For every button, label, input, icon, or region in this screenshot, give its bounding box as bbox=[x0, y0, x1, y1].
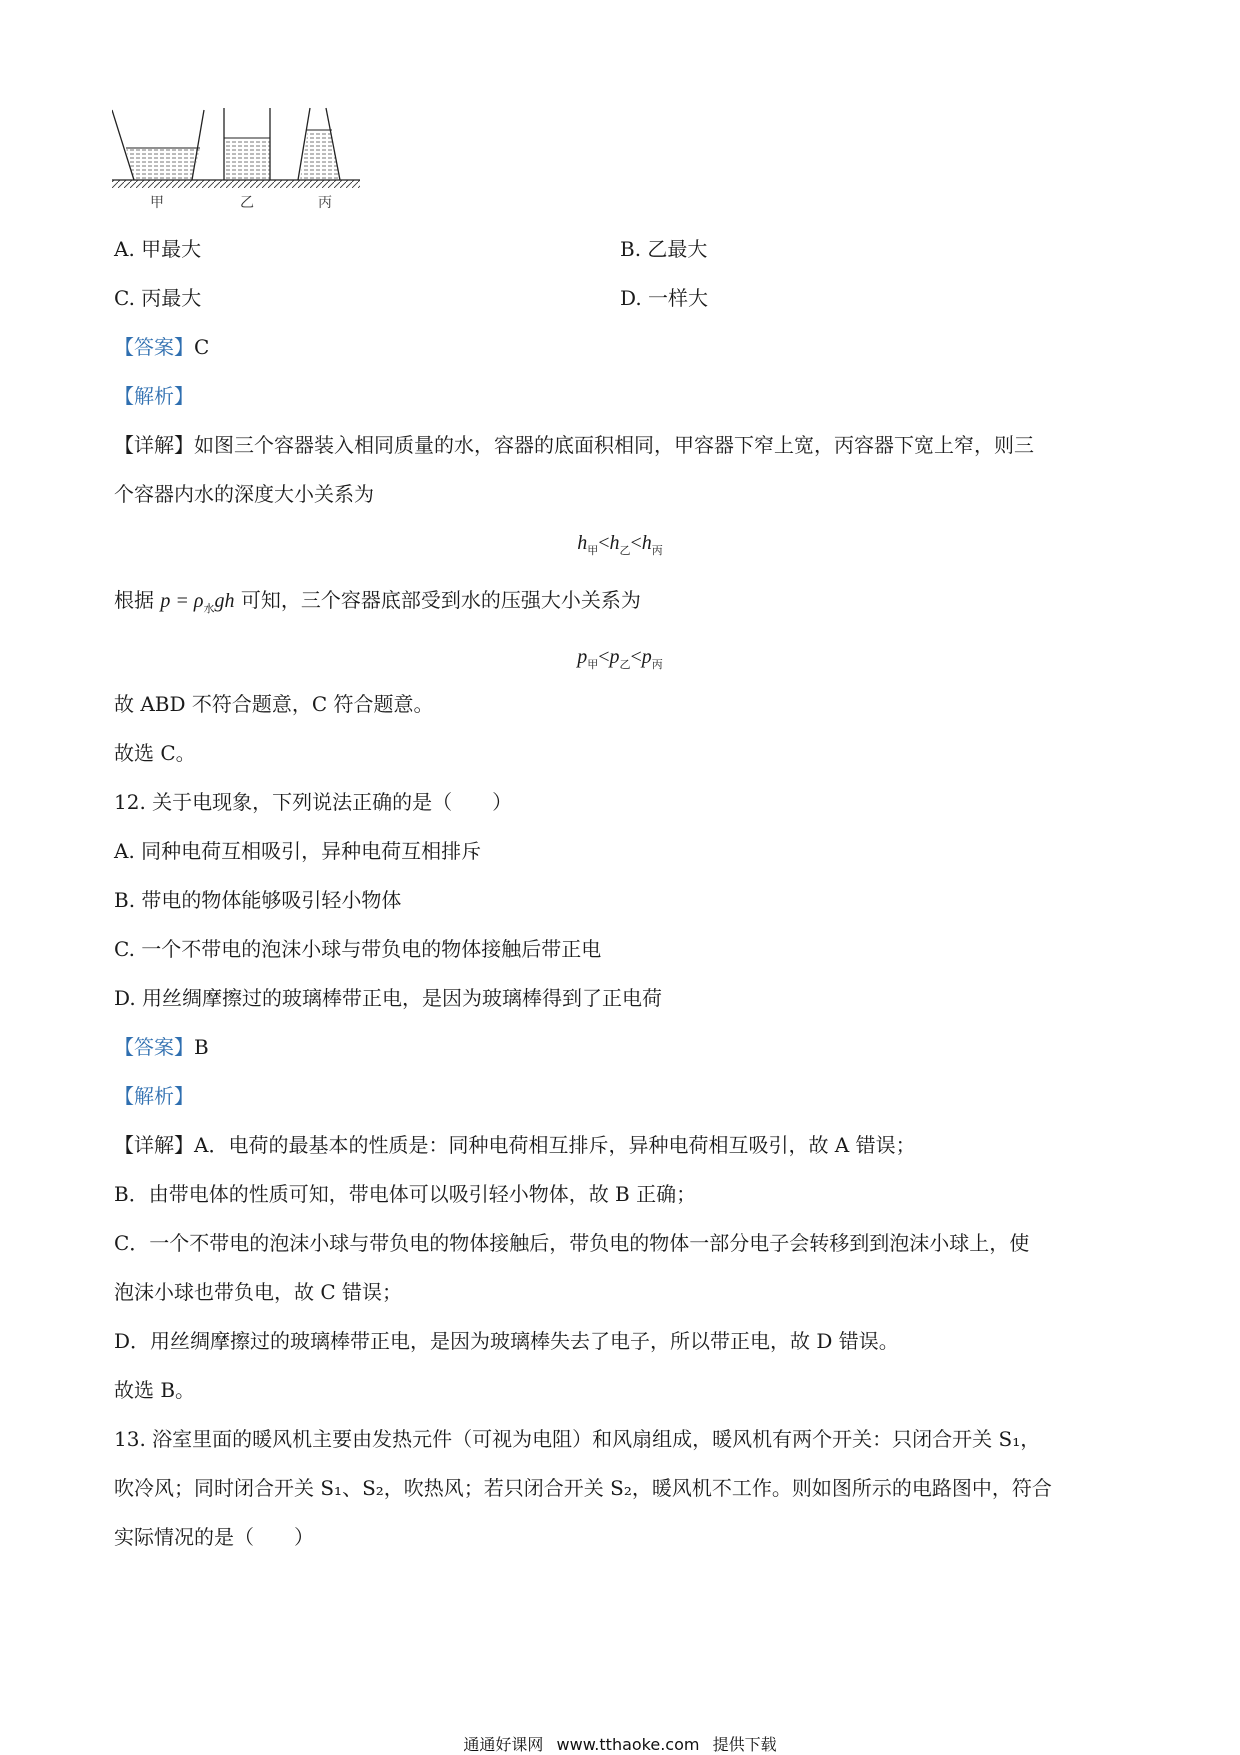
analysis-tag: 【解析】 bbox=[114, 1084, 194, 1108]
formula-p: $p_甲<p_乙<p_丙$ bbox=[577, 646, 663, 671]
footer-url[interactable]: www.tthaoke.com bbox=[556, 1735, 700, 1754]
q11-analysis bbox=[114, 382, 194, 410]
q12-option-b: B. 带电的物体能够吸引轻小物体 bbox=[114, 888, 402, 912]
label-bing: 丙 bbox=[318, 195, 332, 211]
ground bbox=[112, 180, 360, 188]
footer-action: 提供下载 bbox=[712, 1735, 777, 1754]
q11-option-b: B. 乙最大 bbox=[620, 237, 708, 261]
detail-tag: 【详解】 bbox=[114, 1133, 194, 1157]
q12-option-c: C. 一个不带电的泡沫小球与带负电的物体接触后带正电 bbox=[114, 937, 602, 961]
q11-conclusion: 故 ABD 不符合题意，C 符合题意。 bbox=[114, 692, 434, 716]
container-jia bbox=[112, 110, 204, 180]
basis-suffix: 可知，三个容器底部受到水的压强大小关系为 bbox=[240, 588, 641, 612]
q12-answer bbox=[114, 1033, 209, 1061]
q12-option-a: A. 同种电荷互相吸引，异种电荷互相排斥 bbox=[114, 839, 482, 863]
detail-text: A．电荷的最基本的性质是：同种电荷相互排斥，异种电荷相互吸引，故 A 错误； bbox=[194, 1133, 916, 1157]
q11-answer bbox=[114, 333, 209, 361]
answer-value: B bbox=[194, 1035, 209, 1059]
basis-prefix: 根据 bbox=[114, 588, 154, 612]
q12-detail-c2: 泡沫小球也带负电，故 C 错误； bbox=[114, 1280, 403, 1304]
answer-value: C bbox=[194, 335, 210, 359]
q11-detail-line2: 个容器内水的深度大小关系为 bbox=[114, 482, 374, 506]
q12-choice: 故选 B。 bbox=[114, 1378, 196, 1402]
q11-option-a: A. 甲最大 bbox=[114, 237, 202, 261]
q11-option-d: D. 一样大 bbox=[620, 286, 709, 310]
analysis-tag: 【解析】 bbox=[114, 384, 194, 408]
q12-detail-b: B．由带电体的性质可知，带电体可以吸引轻小物体，故 B 正确； bbox=[114, 1182, 697, 1206]
label-jia: 甲 bbox=[150, 195, 164, 211]
q12-detail-a bbox=[114, 1131, 916, 1159]
q12-detail-d: D．用丝绸摩擦过的玻璃棒带正电，是因为玻璃棒失去了电子，所以带正电，故 D 错误。 bbox=[114, 1329, 899, 1353]
q11-option-c: C. 丙最大 bbox=[114, 286, 202, 310]
basis-sub: 水 bbox=[203, 602, 215, 615]
footer-site-name: 通通好课网 bbox=[463, 1735, 544, 1754]
q11-choice: 故选 C。 bbox=[114, 741, 196, 765]
basis-formula: p = ρ bbox=[160, 590, 204, 612]
container-bing bbox=[298, 108, 340, 180]
detail-tag: 【详解】 bbox=[114, 433, 194, 457]
answer-tag: 【答案】 bbox=[114, 1035, 194, 1059]
detail-text: 如图三个容器装入相同质量的水，容器的底面积相同，甲容器下窄上宽，丙容器下宽上窄，则三 bbox=[194, 433, 1034, 457]
q13-stem-line1: 13. 浴室里面的暖风机主要由发热元件（可视为电阻）和风扇组成，暖风机有两个开关：只闭合开关 S₁， bbox=[114, 1427, 1041, 1451]
q12-analysis bbox=[114, 1082, 194, 1110]
q12-option-d: D. 用丝绸摩擦过的玻璃棒带正电，是因为玻璃棒得到了正电荷 bbox=[114, 986, 663, 1010]
q11-basis bbox=[114, 586, 641, 623]
q13-stem-line3: 实际情况的是（ ） bbox=[114, 1525, 314, 1549]
q12-detail-c1: C．一个不带电的泡沫小球与带负电的物体接触后，带负电的物体一部分电子会转移到到泡沫小球上，使 bbox=[114, 1231, 1030, 1255]
footer bbox=[0, 1732, 1240, 1755]
label-yi: 乙 bbox=[240, 195, 254, 211]
container-yi bbox=[224, 108, 270, 180]
basis-formula-end: gh bbox=[214, 590, 235, 612]
formula-h: $h_甲<h_乙<h_丙$ bbox=[577, 532, 663, 557]
q11-detail-line1 bbox=[114, 431, 1034, 459]
q13-stem-line2: 吹冷风；同时闭合开关 S₁、S₂，吹热风；若只闭合开关 S₂，暖风机不工作。则如图所示的电路图中，符合 bbox=[114, 1476, 1052, 1500]
q12-stem: 12. 关于电现象，下列说法正确的是（ ） bbox=[114, 790, 513, 814]
containers-figure bbox=[112, 104, 362, 194]
answer-tag: 【答案】 bbox=[114, 335, 194, 359]
